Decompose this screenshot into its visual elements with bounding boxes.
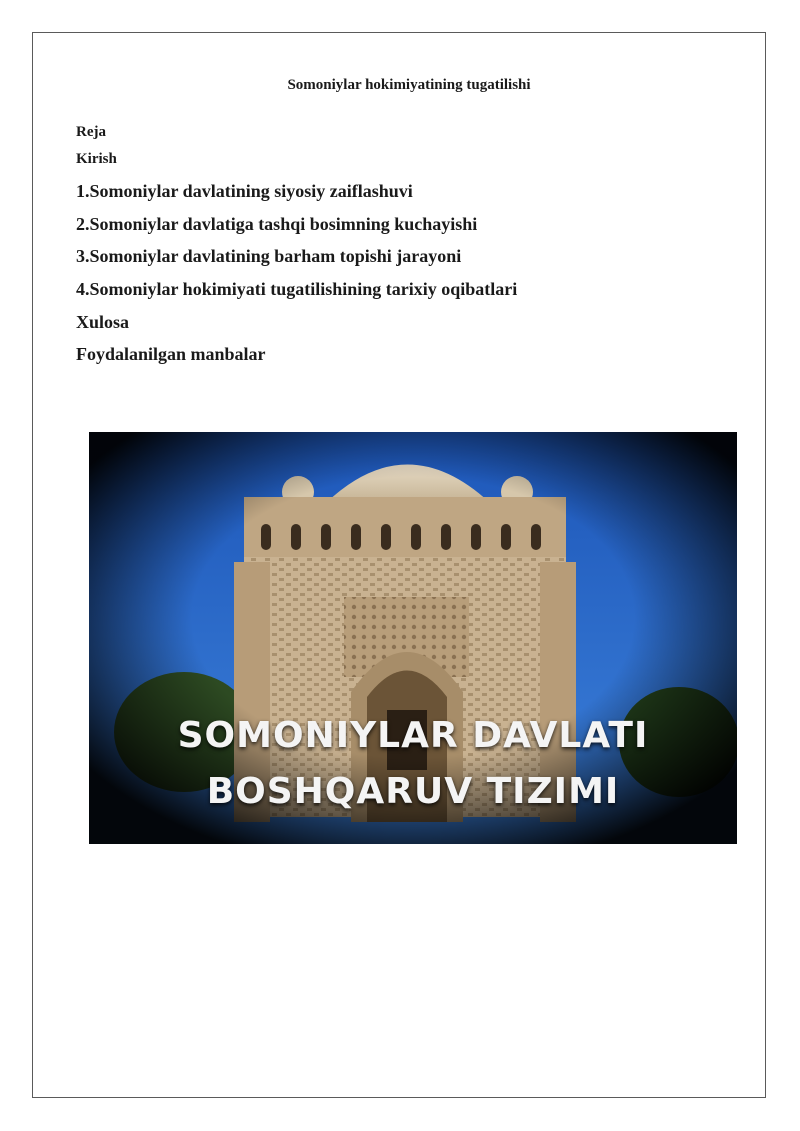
document-title: Somoniylar hokimiyatining tugatilishi: [287, 77, 531, 93]
section-item-4: 4.Somoniylar hokimiyati tugatilishining tarixiy oqibatlari: [76, 279, 518, 299]
sources-item: Foydalanilgan manbalar: [76, 344, 266, 364]
image-caption-line-2: BOSHQARUV TIZIMI: [206, 771, 620, 812]
image-caption-line-1: SOMONIYLAR DAVLATI: [177, 715, 649, 756]
mausoleum-image: [89, 432, 737, 844]
section-item-3: 3.Somoniylar davlatining barham topishi jarayoni: [76, 246, 462, 266]
section-item-1: 1.Somoniylar davlatining siyosiy zaiflashuvi: [76, 181, 413, 201]
section-item-2: 2.Somoniylar davlatiga tashqi bosimning kuchayishi: [76, 214, 478, 234]
conclusion-item: Xulosa: [76, 312, 130, 332]
intro-item: Kirish: [76, 151, 117, 167]
plan-heading: Reja: [76, 124, 106, 140]
